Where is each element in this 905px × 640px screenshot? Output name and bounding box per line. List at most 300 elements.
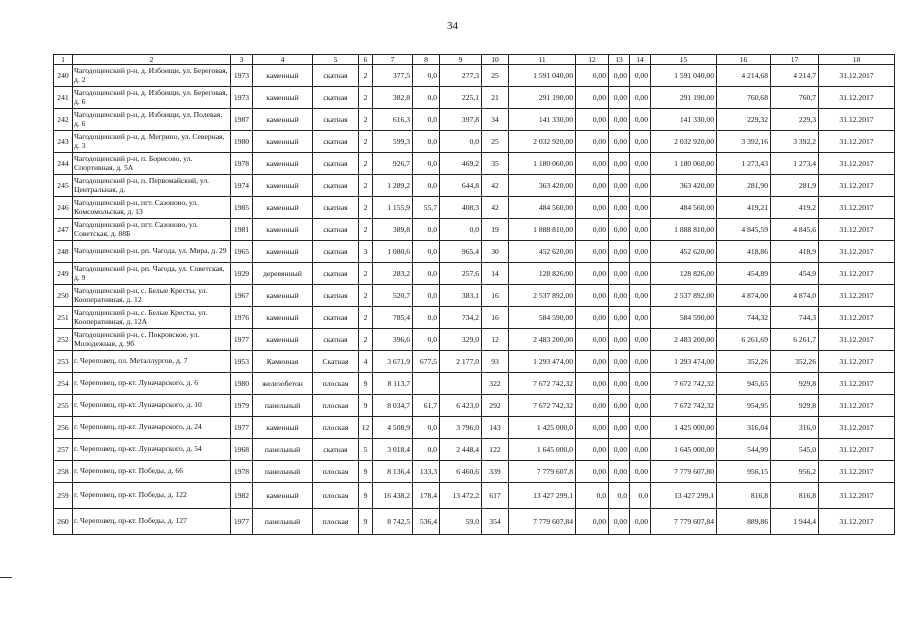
table-cell: скатная [313,285,359,307]
table-cell: 31.12.2017 [819,395,895,417]
column-number: 10 [482,55,509,65]
table-cell: 61,7 [413,395,440,417]
column-number: 7 [373,55,413,65]
table-cell: 1 155,9 [373,197,413,219]
table-cell: 0,00 [630,285,651,307]
table-cell: 956,15 [717,461,771,483]
table-cell: скатная [313,131,359,153]
table-cell: 4 508,9 [373,417,413,439]
table-cell: панельный [253,509,313,535]
table-cell: панельный [253,395,313,417]
table-cell: 0,00 [630,351,651,373]
table-cell: 0,00 [630,395,651,417]
table-row [54,197,895,219]
page-number: 34 [447,20,458,32]
table-cell: 7 672 742,32 [651,373,717,395]
table-cell: 31.12.2017 [819,461,895,483]
table-cell: каменный [253,153,313,175]
table-cell: 1973 [231,87,253,109]
table-cell: 2 032 920,00 [651,131,717,153]
table-cell: 6 261,69 [717,329,771,351]
table-cell: 389,8 [373,219,413,241]
table-cell: 42 [482,175,509,197]
table-cell: 0,00 [630,65,651,87]
table-cell: 4 845,59 [717,219,771,241]
table-cell: 1 293 474,00 [509,351,576,373]
table-cell: 329,0 [440,329,482,351]
table-cell: 2 537 892,00 [509,285,576,307]
table-row [54,219,895,241]
table-cell: 1979 [231,395,253,417]
table-cell: 1977 [231,417,253,439]
table-cell: 2 [359,219,373,241]
table-cell: 12 [359,417,373,439]
table-cell: 31.12.2017 [819,509,895,535]
table-cell: 396,6 [373,329,413,351]
column-number: 14 [630,55,651,65]
table-cell: панельный [253,439,313,461]
table-row [54,241,895,263]
table-cell: 291 190,00 [509,87,576,109]
address-cell: г. Череповец, пр-кт. Победы, д. 122 [73,483,231,509]
table-cell: 0,0 [413,87,440,109]
table-cell: 760,7 [771,87,819,109]
table-cell: 0,0 [576,483,609,509]
table-cell: 0,00 [609,461,630,483]
table-cell: 0,00 [609,263,630,285]
table-cell: 419,21 [717,197,771,219]
table-cell: 0,0 [413,65,440,87]
table-cell: 31.12.2017 [819,219,895,241]
table-cell: 2 [359,131,373,153]
table-cell: 0,0 [413,131,440,153]
table-cell: 1 293 474,00 [651,351,717,373]
table-cell: 0,00 [576,461,609,483]
table-cell: 408,3 [440,197,482,219]
table-cell: 128 826,00 [509,263,576,285]
table-cell: 1967 [231,285,253,307]
table-cell [413,373,440,395]
table-cell: 0,0 [413,263,440,285]
table-cell: 0,00 [576,197,609,219]
table-cell: 2 [359,109,373,131]
table-cell: 1978 [231,461,253,483]
table-cell: Каменная [253,351,313,373]
table-cell: 229,3 [771,109,819,131]
row-number: 256 [54,417,73,439]
table-cell: 2 448,4 [440,439,482,461]
address-cell: Чагодощенский р-н, пгт. Сазоново, ул. Комсомольская, д. 13 [73,197,231,219]
table-cell: 0,00 [576,329,609,351]
table-cell: 0,00 [609,329,630,351]
table-cell: 322 [482,373,509,395]
table-cell: 2 [359,263,373,285]
table-cell: 0,00 [630,439,651,461]
table-cell: 0,0 [413,153,440,175]
table-cell: 0,0 [609,483,630,509]
table-body [54,55,895,535]
table-cell: 0,00 [630,373,651,395]
table-cell: 0,0 [630,483,651,509]
table-cell: 0,00 [630,241,651,263]
address-cell: Чагодощенский р-н, д. Мегрино, ул. Северная, д. 3 [73,131,231,153]
table-cell: 617 [482,483,509,509]
table-cell: 25 [482,131,509,153]
margin-mark [0,577,12,578]
table-cell: 1 888 810,00 [651,219,717,241]
table-cell: 9 [359,483,373,509]
table-cell: 469,2 [440,153,482,175]
table-cell: 1987 [231,109,253,131]
table-cell: 1973 [231,65,253,87]
table-cell: 0,00 [609,219,630,241]
table-cell: скатная [313,153,359,175]
table-cell: 484 560,00 [651,197,717,219]
table-row [54,417,895,439]
table-cell: 4 874,0 [771,285,819,307]
table-cell: 1953 [231,351,253,373]
row-number: 242 [54,109,73,131]
table-cell: 1929 [231,263,253,285]
table-cell: 4 874,00 [717,285,771,307]
table-cell: 4 845,6 [771,219,819,241]
table-cell: 30 [482,241,509,263]
table-cell: 926,7 [373,153,413,175]
table-cell: 1 180 060,00 [509,153,576,175]
table-cell: 6 261,7 [771,329,819,351]
table-cell: 9 [359,509,373,535]
row-number: 250 [54,285,73,307]
table-cell: 25 [482,65,509,87]
table-cell: 229,32 [717,109,771,131]
table-cell: 31.12.2017 [819,241,895,263]
table-cell: 2 [359,307,373,329]
table-cell: 0,00 [576,87,609,109]
table-cell: 21 [482,87,509,109]
table-cell: 316,04 [717,417,771,439]
address-cell: г. Череповец, пр-кт. Луначарского, д. 6 [73,373,231,395]
row-number: 240 [54,65,73,87]
table-cell: 2 032 920,00 [509,131,576,153]
table-row [54,65,895,87]
row-number: 255 [54,395,73,417]
table-cell: 0,00 [630,509,651,535]
table-cell: 0,0 [413,241,440,263]
table-row [54,307,895,329]
table-cell: 1981 [231,219,253,241]
table-cell: 0,00 [576,395,609,417]
address-cell: Чагодощенский р-н, д. Избоищи, ул. Береговая, д. 6 [73,87,231,109]
table-cell: 55,7 [413,197,440,219]
table-cell: 1 591 040,00 [509,65,576,87]
table-cell: 1 289,2 [373,175,413,197]
table-row [54,153,895,175]
table-cell: 225,1 [440,87,482,109]
table-cell: 363 420,00 [651,175,717,197]
table-cell: 644,8 [440,175,482,197]
table-cell: 14 [482,263,509,285]
table-cell: 141 330,00 [509,109,576,131]
table-cell: 42 [482,197,509,219]
table-row [54,461,895,483]
table-cell: железобетон [253,373,313,395]
table-cell: 31.12.2017 [819,65,895,87]
table-cell: 19 [482,219,509,241]
table-cell: 3 392,2 [771,131,819,153]
table-cell: 452 620,00 [651,241,717,263]
table-cell: 785,4 [373,307,413,329]
column-number: 15 [651,55,717,65]
table-cell: 484 560,00 [509,197,576,219]
column-number: 5 [313,55,359,65]
table-row [54,285,895,307]
table-cell: 0,00 [609,351,630,373]
table-cell: 0,00 [609,87,630,109]
table-cell: 0,00 [630,263,651,285]
row-number: 260 [54,509,73,535]
table-cell: скатная [313,329,359,351]
table-cell: 1980 [231,131,253,153]
column-number: 12 [576,55,609,65]
table-cell: 616,3 [373,109,413,131]
table-cell: 744,32 [717,307,771,329]
table-cell: 2 483 200,00 [651,329,717,351]
table-cell: 1 080,6 [373,241,413,263]
table-cell: 257,6 [440,263,482,285]
column-number: 16 [717,55,771,65]
table-cell: 0,0 [413,219,440,241]
register-table [53,54,895,535]
table-cell: 4 [359,351,373,373]
row-number: 253 [54,351,73,373]
row-number: 241 [54,87,73,109]
table-cell: 1985 [231,197,253,219]
table-cell: 0,0 [413,307,440,329]
row-number: 258 [54,461,73,483]
column-number: 13 [609,55,630,65]
row-number: 254 [54,373,73,395]
table-cell: 1976 [231,307,253,329]
column-number: 4 [253,55,313,65]
table-cell: 0,00 [576,373,609,395]
table-cell: 352,26 [717,351,771,373]
table-cell: 419,2 [771,197,819,219]
table-cell: 1 273,43 [717,153,771,175]
row-number: 247 [54,219,73,241]
table-cell: 31.12.2017 [819,351,895,373]
table-row [54,351,895,373]
table-cell: 7 779 607,80 [651,461,717,483]
table-cell: 452 620,00 [509,241,576,263]
table-cell: каменный [253,175,313,197]
table-cell: 0,00 [576,307,609,329]
table-cell: 0,00 [576,285,609,307]
table-row [54,263,895,285]
address-cell: Чагодощенский р-н, с. Белые Кресты, ул. Кооперативная, д. 12 [73,285,231,307]
table-cell: 0,00 [576,131,609,153]
table-cell: 734,2 [440,307,482,329]
row-number: 243 [54,131,73,153]
column-number: 6 [359,55,373,65]
table-cell: скатная [313,87,359,109]
header-row [54,55,895,65]
table-cell: 13 427 299,1 [651,483,717,509]
address-cell: г. Череповец, пр-кт. Луначарского, д. 24 [73,417,231,439]
table-cell: 0,00 [609,109,630,131]
table-cell: 0,00 [576,109,609,131]
table-cell: 544,99 [717,439,771,461]
table-cell: 59,0 [440,509,482,535]
row-number: 257 [54,439,73,461]
table-cell: 31.12.2017 [819,197,895,219]
table-cell: 122 [482,439,509,461]
table-cell: каменный [253,285,313,307]
table-cell: 0,00 [576,65,609,87]
table-cell: 2 177,0 [440,351,482,373]
table-cell: плоская [313,509,359,535]
table-cell: 7 779 607,84 [651,509,717,535]
column-number: 11 [509,55,576,65]
table-cell: 536,4 [413,509,440,535]
table-cell: 31.12.2017 [819,329,895,351]
table-cell: каменный [253,131,313,153]
table-cell: 4 214,68 [717,65,771,87]
table-row [54,87,895,109]
table-cell: скатная [313,263,359,285]
column-number: 1 [54,55,73,65]
table-cell: 31.12.2017 [819,263,895,285]
table-row [54,483,895,509]
table-cell: 0,0 [413,329,440,351]
column-number: 17 [771,55,819,65]
table-cell: 13 472,2 [440,483,482,509]
address-cell: Чагодощенский р-н, д. Избоищи, ул. Полевая, д. 6 [73,109,231,131]
table-cell: 816,8 [717,483,771,509]
table-cell: 0,0 [413,175,440,197]
column-number: 9 [440,55,482,65]
table-cell: 1978 [231,153,253,175]
table-cell: 16 [482,285,509,307]
table-cell: скатная [313,175,359,197]
table-cell: Скатная [313,351,359,373]
table-cell: 1 180 060,00 [651,153,717,175]
address-cell: Чагодощенский р-н, п. Первомайский, ул. Центральная, д. [73,175,231,197]
table-cell: 1 425 000,00 [651,417,717,439]
table-cell: 31.12.2017 [819,307,895,329]
table-cell: 143 [482,417,509,439]
table-cell: скатная [313,109,359,131]
table-cell: каменный [253,219,313,241]
table-cell: плоская [313,461,359,483]
column-number: 3 [231,55,253,65]
table-cell: скатная [313,439,359,461]
table-cell: 35 [482,153,509,175]
table-cell: 3 [359,241,373,263]
column-number: 2 [73,55,231,65]
table-cell: 0,00 [609,65,630,87]
table-cell: 339 [482,461,509,483]
table-cell: 545,0 [771,439,819,461]
table-cell: 133,3 [413,461,440,483]
table-cell: 16 438,2 [373,483,413,509]
address-cell: Чагодощенский р-н, д. Избоищи, ул. Береговая, д. 2 [73,65,231,87]
table-cell: 31.12.2017 [819,87,895,109]
table-cell: 965,4 [440,241,482,263]
table-cell: 0,00 [609,395,630,417]
table-cell: скатная [313,241,359,263]
table-cell: панельный [253,461,313,483]
table-cell: 0,00 [630,109,651,131]
table-cell: 0,00 [576,417,609,439]
table-cell: каменный [253,329,313,351]
row-number: 249 [54,263,73,285]
table-cell: 0,00 [609,175,630,197]
column-number: 18 [819,55,895,65]
table-cell: 2 [359,197,373,219]
table-cell: 418,9 [771,241,819,263]
table-cell: 2 537 892,00 [651,285,717,307]
table-cell: 281,90 [717,175,771,197]
address-cell: г. Череповец, пр-кт. Победы, д. 66 [73,461,231,483]
table-cell: 2 [359,285,373,307]
table-row [54,373,895,395]
table-cell: 397,8 [440,109,482,131]
table-cell: 292 [482,395,509,417]
table-cell: 454,89 [717,263,771,285]
table-cell: скатная [313,307,359,329]
table-cell: 141 330,00 [651,109,717,131]
table-cell: 93 [482,351,509,373]
table-cell: 13 427 299,1 [509,483,576,509]
table-cell: 2 483 200,00 [509,329,576,351]
table-cell: каменный [253,109,313,131]
table-cell: 1965 [231,241,253,263]
table-cell: скатная [313,197,359,219]
table-cell: 31.12.2017 [819,417,895,439]
table-cell: 8 136,4 [373,461,413,483]
table-cell: каменный [253,65,313,87]
table-cell: 6 460,6 [440,461,482,483]
table-cell: 677,5 [413,351,440,373]
table-cell: 0,00 [609,307,630,329]
table-cell: 1980 [231,373,253,395]
table-cell: 8 742,5 [373,509,413,535]
table-cell: 0,00 [630,417,651,439]
address-cell: Чагодощенский р-н, пгт. Сазоново, ул. Советская, д. 88Б [73,219,231,241]
table-cell: плоская [313,483,359,509]
table-cell: 1 888 810,00 [509,219,576,241]
table-cell: 6 423,0 [440,395,482,417]
table-cell: 0,00 [630,175,651,197]
table-cell: 0,0 [440,131,482,153]
table-cell: плоская [313,395,359,417]
table-cell: 354 [482,509,509,535]
table-cell: скатная [313,219,359,241]
table-row [54,395,895,417]
table-row [54,329,895,351]
table-cell: 1977 [231,509,253,535]
table-cell: 0,00 [576,219,609,241]
table-cell: 1974 [231,175,253,197]
table-cell: 956,2 [771,461,819,483]
table-cell: 7 672 742,32 [509,395,576,417]
table-cell: 31.12.2017 [819,483,895,509]
table-cell: 5 [359,439,373,461]
table-cell: 383,1 [440,285,482,307]
table-cell: 0,00 [609,241,630,263]
table-cell: 0,00 [630,197,651,219]
table-cell: 3 392,16 [717,131,771,153]
